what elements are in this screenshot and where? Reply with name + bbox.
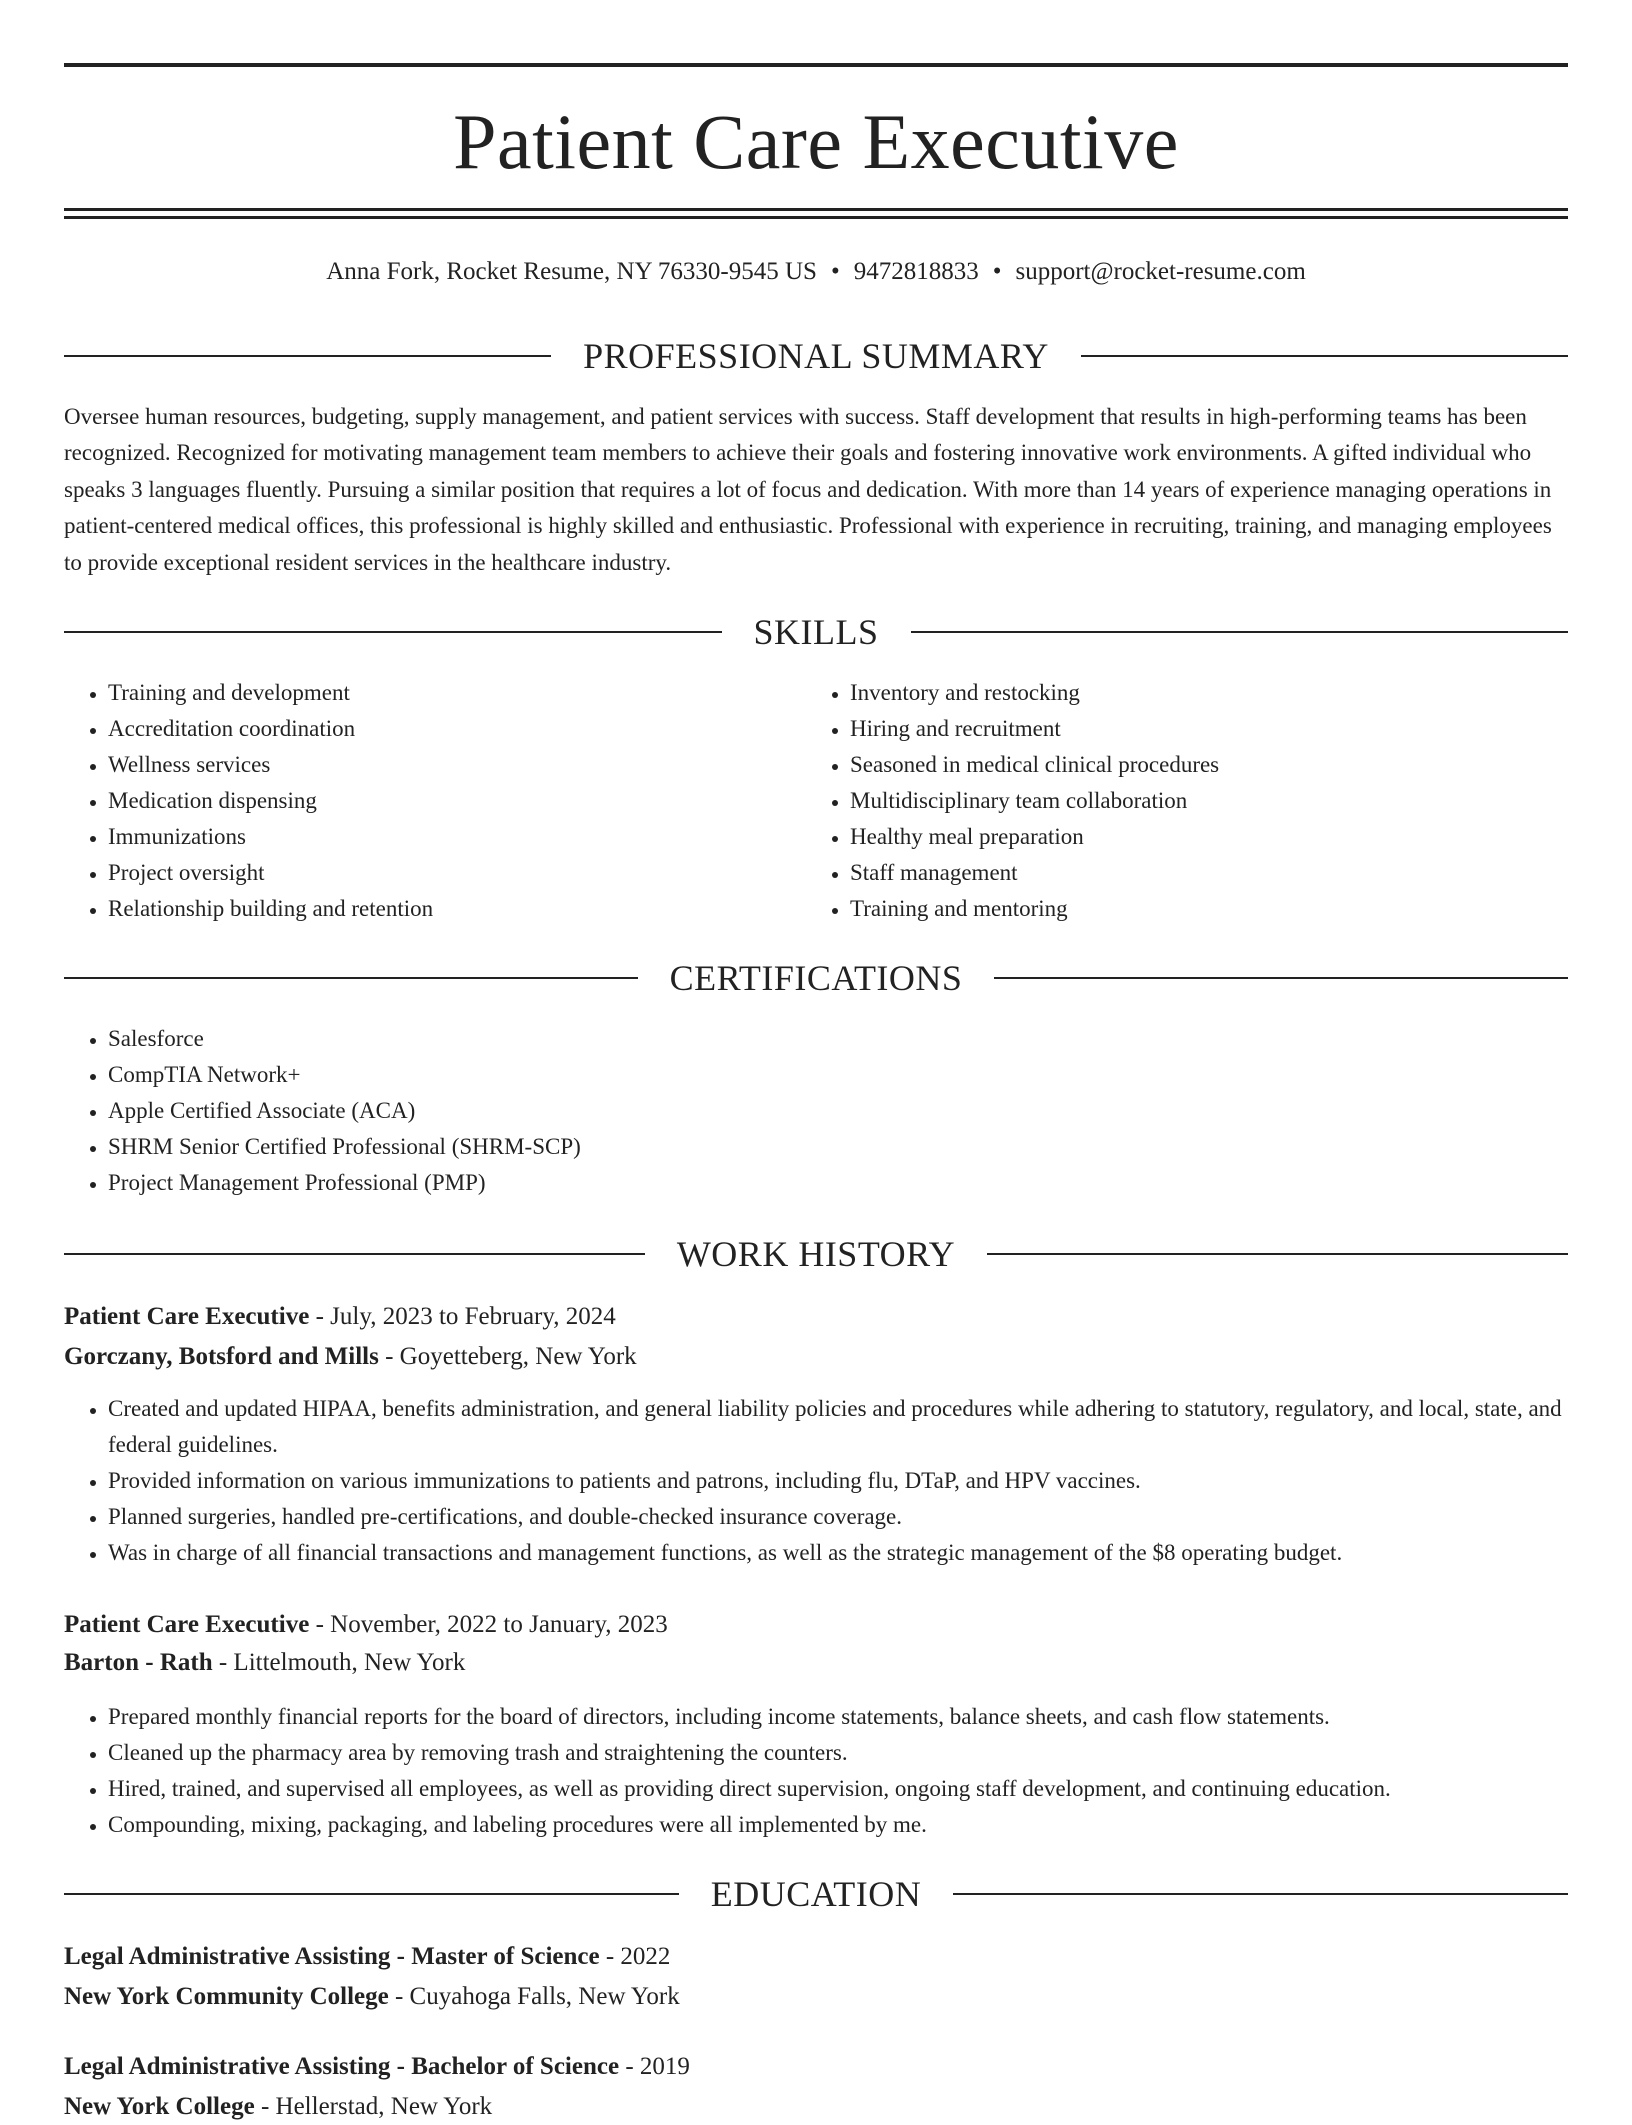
skill-item: • Accreditation coordination — [108, 711, 764, 747]
job-duty-item: • Provided information on various immunizations to patients and patrons, including flu, DTaP, and HPV vaccines. — [108, 1463, 1568, 1499]
education-year: - 2022 — [599, 1943, 671, 1970]
section-title: PROFESSIONAL SUMMARY — [583, 336, 1049, 376]
education-year: - 2019 — [619, 2053, 690, 2080]
divider-line — [1081, 355, 1568, 357]
resume-name-heading: Patient Care Executive — [453, 98, 1179, 185]
section-title: EDUCATION — [710, 1874, 922, 1914]
education-location: - Hellerstad, New York — [254, 2093, 493, 2120]
job-dates: - July, 2023 to February, 2024 — [309, 1303, 616, 1330]
section-heading-education — [64, 1872, 1568, 1916]
job-company-line — [64, 1339, 1568, 1375]
section-heading-work-history — [64, 1232, 1568, 1276]
certification-item: • Project Management Professional (PMP) — [108, 1165, 1568, 1201]
certification-item: • Salesforce — [108, 1021, 1568, 1057]
job-location: - Goyetteberg, New York — [378, 1343, 637, 1370]
divider-line — [953, 1893, 1568, 1895]
certification-item: • Apple Certified Associate (ACA) — [108, 1093, 1568, 1129]
job-title-line — [64, 1299, 1568, 1335]
section-title: SKILLS — [753, 612, 879, 652]
education-degree-line — [64, 1939, 1568, 1975]
certifications-list — [64, 1021, 1568, 1201]
skills-right-column — [806, 675, 1506, 927]
education-degree-line — [64, 2049, 1568, 2085]
header-rule-upper — [64, 208, 1568, 211]
job-duty-item: • Prepared monthly financial reports for the board of directors, including income statements, balance sheets, and cash flow statements. — [108, 1699, 1568, 1735]
divider-line — [64, 1253, 645, 1255]
education-school-line — [64, 2089, 1568, 2125]
contact-address: Anna Fork, Rocket Resume, NY 76330-9545 US — [326, 258, 817, 285]
job-location: - Littelmouth, New York — [212, 1649, 466, 1676]
summary-text: Oversee human resources, budgeting, supply management, and patient services with success. Staff development that results in high-performing teams has been recognized. Recognized for motivating management team members to achieve their goals and fostering innovative work environments. A gifted individual who speaks 3 languages fluently. Pursuing a similar position that requires a lot of focus and dedication. With more than 14 years of experience managing operations in patient-centered medical offices, this professional is highly skilled and enthusiastic. Professional with experience in recruiting, training, and managing employees to provide exceptional resident services in the healthcare industry. — [64, 404, 1552, 575]
divider-line — [64, 1893, 679, 1895]
education-location: - Cuyahoga Falls, New York — [388, 1983, 680, 2010]
section-heading-skills — [64, 610, 1568, 654]
divider-line — [911, 631, 1569, 633]
skill-item: • Healthy meal preparation — [850, 819, 1506, 855]
job-duty-item: • Cleaned up the pharmacy area by removing trash and straightening the counters. — [108, 1735, 1568, 1771]
contact-separator: • — [992, 258, 1002, 285]
contact-separator: • — [830, 258, 840, 285]
education-degree: Legal Administrative Assisting - Bachelor of Science — [64, 2053, 620, 2080]
divider-line — [994, 977, 1568, 979]
education-school: New York College — [64, 2093, 255, 2120]
job-company: Gorczany, Botsford and Mills — [64, 1343, 379, 1370]
job-title-line — [64, 1607, 1568, 1643]
certification-item: • CompTIA Network+ — [108, 1057, 1568, 1093]
divider-line — [64, 977, 638, 979]
certification-item: • SHRM Senior Certified Professional (SHRM-SCP) — [108, 1129, 1568, 1165]
skill-item: • Hiring and recruitment — [850, 711, 1506, 747]
skill-item: • Relationship building and retention — [108, 891, 764, 927]
skill-item: • Project oversight — [108, 855, 764, 891]
divider-line — [64, 631, 722, 633]
skill-item: • Seasoned in medical clinical procedures — [850, 747, 1506, 783]
skill-item: • Medication dispensing — [108, 783, 764, 819]
education-degree: Legal Administrative Assisting - Master of Science — [64, 1943, 600, 1970]
skill-item: • Immunizations — [108, 819, 764, 855]
section-title: CERTIFICATIONS — [669, 958, 963, 998]
job-dates: - November, 2022 to January, 2023 — [309, 1611, 668, 1638]
job-company: Barton - Rath — [64, 1649, 213, 1676]
job-duty-item: • Was in charge of all financial transactions and management functions, as well as the strategic management of the $8 operating budget. — [108, 1535, 1568, 1571]
job-title: Patient Care Executive — [64, 1611, 310, 1638]
job-title: Patient Care Executive — [64, 1303, 310, 1330]
job-duty-item: • Planned surgeries, handled pre-certifications, and double-checked insurance coverage. — [108, 1499, 1568, 1535]
skill-item: • Multidisciplinary team collaboration — [850, 783, 1506, 819]
job-duty-item: • Compounding, mixing, packaging, and labeling procedures were all implemented by me. — [108, 1807, 1568, 1843]
skill-item: • Wellness services — [108, 747, 764, 783]
job-duty-item: • Created and updated HIPAA, benefits administration, and general liability policies and procedures while adhering to statutory, regulatory, and local, state, and federal guidelines. — [108, 1391, 1568, 1463]
education-school-line — [64, 1979, 1568, 2015]
skill-item: • Staff management — [850, 855, 1506, 891]
contact-email: support@rocket-resume.com — [1015, 258, 1306, 285]
section-heading-certifications — [64, 956, 1568, 1000]
divider-line — [64, 355, 551, 357]
education-school: New York Community College — [64, 1983, 389, 2010]
job-duties-list — [64, 1699, 1568, 1843]
job-duties-list — [64, 1391, 1568, 1571]
skill-item: • Training and mentoring — [850, 891, 1506, 927]
skill-item: • Training and development — [108, 675, 764, 711]
skill-item: • Inventory and restocking — [850, 675, 1506, 711]
section-heading-summary — [64, 334, 1568, 378]
top-rule — [64, 63, 1568, 67]
skills-left-column — [64, 675, 764, 927]
job-duty-item: • Hired, trained, and supervised all employees, as well as providing direct supervision, ongoing staff development, and continuing education. — [108, 1771, 1568, 1807]
header-rule-lower — [64, 216, 1568, 219]
section-title: WORK HISTORY — [676, 1234, 956, 1274]
job-company-line — [64, 1645, 1568, 1681]
divider-line — [987, 1253, 1568, 1255]
contact-phone: 9472818833 — [853, 258, 979, 285]
contact-line — [64, 254, 1568, 290]
